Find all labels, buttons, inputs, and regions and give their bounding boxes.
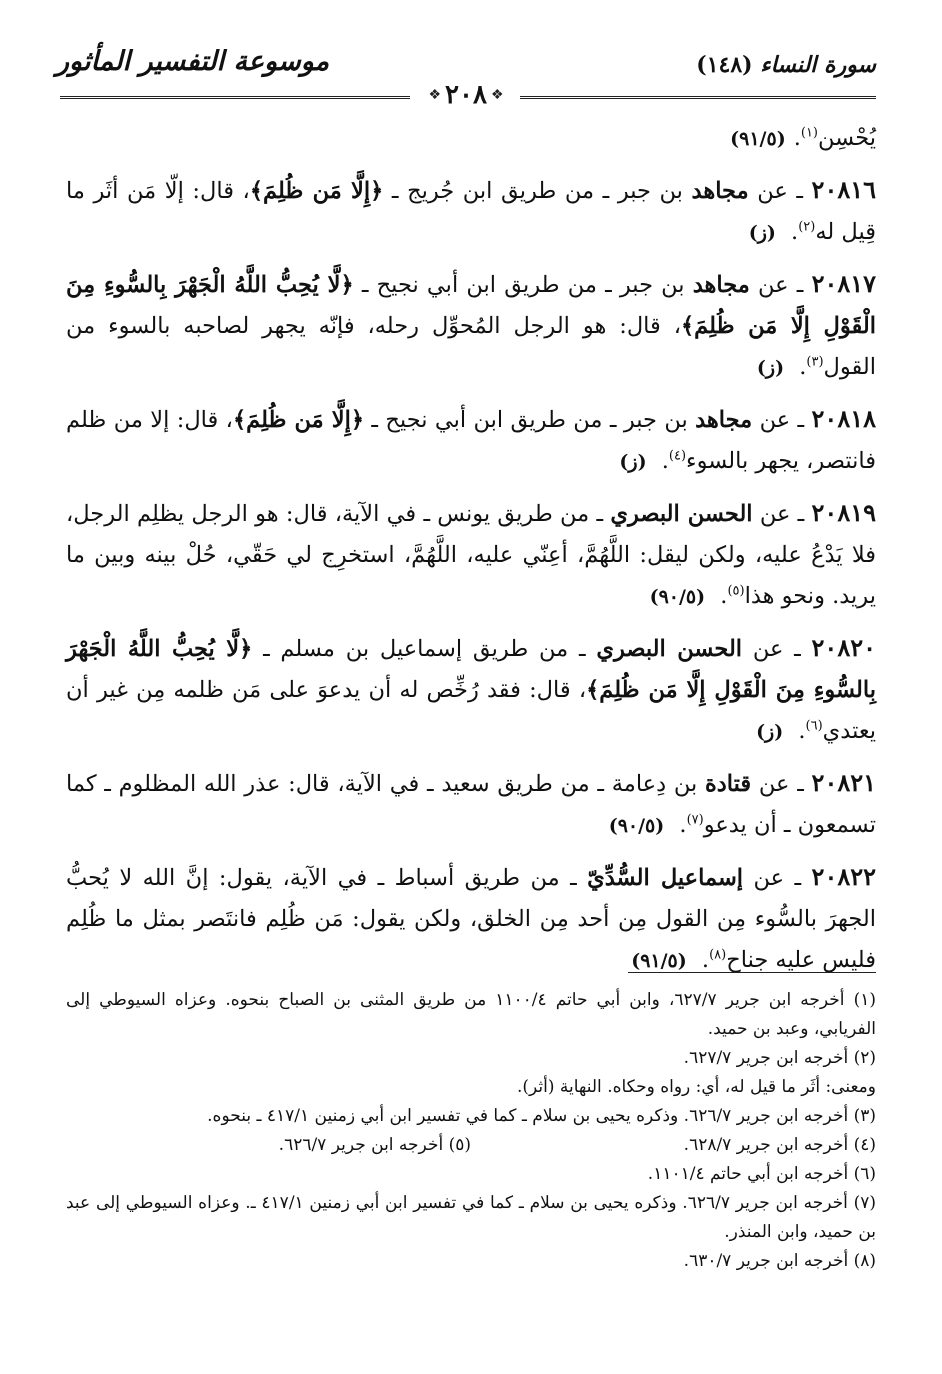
record-text: ، قال: إلا من ظلم فانتصر، يجهر بالسوء: [66, 407, 876, 474]
footnote: (٢) أخرجه ابن جرير ٦٢٧/٧.: [683, 1048, 876, 1068]
ornament-icon: ❖: [490, 87, 504, 103]
narrator-name: مجاهد: [695, 407, 753, 433]
footnote-marker: (٥): [727, 583, 745, 599]
record-text: ـ عن: [752, 407, 812, 433]
footnote: (٣) أخرجه ابن جرير ٦٢٦/٧. وذكره يحيى بن سلام ـ كما في تفسير ابن أبي زمنين ٤١٧/١ ـ بنحوه.: [207, 1106, 876, 1126]
narrator-name: مجاهد: [691, 178, 749, 204]
record-text: ـ عن: [748, 178, 812, 204]
record-text: .: [783, 219, 799, 245]
record-text: ـ عن: [749, 272, 812, 298]
quran-quote: ﴿إِلَّا مَن ظُلِمَ﴾: [232, 407, 365, 433]
quran-quote: ﴿إِلَّا مَن ظُلِمَ﴾: [249, 178, 384, 204]
narrator-name: مجاهد: [692, 272, 750, 298]
record-text: ، قال: فقد رُخِّص له أن يدعوَ على مَن ظلمه مِن غير أن يعتدي: [66, 677, 876, 744]
quran-quote: ﴿لَّا يُحِبُّ اللَّهُ الْجَهْرَ بِالسُّوءِ مِنَ الْقَوْلِ إِلَّا مَن ظُلِمَ﴾: [66, 272, 876, 339]
footnote-note: ومعنى: أثَر ما قيل له، أي: رواه وحكاه. النهاية (أثر).: [516, 1077, 876, 1097]
record-text: بن دِعامة ـ من طريق سعيد ـ في الآية، قال: عذر الله المظلوم ـ كما تسمعون ـ أن يدعو: [66, 771, 876, 838]
record: [66, 169, 876, 254]
record-text: ـ عن: [752, 501, 812, 527]
footnote: (١) أخرجه ابن جرير ٦٢٧/٧، وابن أبي حاتم ١١٠٠/٤ من طريق المثنى بن الصباح بنحوه. وعزاه السيوطي إلى الفريابي، وعبد بن حميد.: [66, 990, 876, 1039]
record-text: ، قال: إلّا مَن أثَر ما قِيل له: [66, 178, 876, 245]
record: [66, 492, 876, 618]
record: [66, 856, 876, 982]
footnote-marker: (١): [800, 125, 818, 141]
footnote: (٦) أخرجه ابن أبي حاتم ١١٠١/٤.: [647, 1164, 876, 1184]
record-text: ـ عن: [751, 771, 812, 797]
record-text: .: [694, 947, 710, 973]
book-title: موسوعة التفسير المأثور: [56, 46, 330, 77]
record: [66, 398, 876, 483]
record-text: ، قال: هو الرجل المُحوِّل رحله، فإنّه يجهر لصاحبه بالسوء من القول: [66, 313, 876, 380]
page-number-box: [416, 80, 516, 110]
footnote: (٤) أخرجه ابن جرير ٦٢٨/٧.: [683, 1135, 876, 1155]
footnote-row: [66, 1131, 876, 1160]
record-number: ٢٠٨١٨: [811, 404, 876, 433]
footnote-marker: (٦): [805, 718, 823, 734]
record-text: .: [672, 812, 687, 838]
footnote-marker: (٧): [686, 812, 704, 828]
surah-heading: [696, 52, 876, 78]
record-text: .: [791, 718, 806, 744]
quran-quote: ﴿لَّا يُحِبُّ اللَّهُ الْجَهْرَ بِالسُّوءِ مِنَ الْقَوْلِ إِلَّا مَن ظُلِمَ﴾: [66, 636, 876, 703]
intro-line: يُحْسِن$^{(١)}$.(٩١/٥): [730, 125, 876, 151]
footnote: (٧) أخرجه ابن جرير ٦٢٦/٧. وذكره يحيى بن سلام ـ كما في تفسير ابن أبي زمنين ٤١٧/١ ـ. وعزاه السيوطي إلى عبد بن حميد، وابن المنذر.: [66, 1193, 876, 1242]
record: [66, 263, 876, 389]
header-rule-left: [60, 96, 410, 99]
record-text: ـ عن: [743, 865, 812, 891]
record-number: ٢٠٨١٦: [811, 175, 876, 204]
ornament-icon: ❖: [428, 87, 442, 103]
record-text: ـ من طريق إسماعيل بن مسلم ـ: [252, 636, 597, 662]
record-text: .: [792, 354, 807, 380]
footnotes: [66, 986, 876, 1276]
record-number: ٢٠٨١٩: [811, 498, 876, 527]
record-text: بن جبر ـ من طريق ابن أبي نجيح ـ: [353, 272, 693, 298]
footnote-marker: (٤): [668, 448, 687, 464]
narrator-name: إسماعيل السُّدِّيّ: [587, 865, 744, 891]
source-ref: (ز): [756, 721, 784, 743]
main-text: [66, 118, 876, 991]
narrator-name: الحسن البصري: [610, 501, 753, 527]
source-ref: (٩١/٥): [631, 950, 687, 972]
record: [66, 627, 876, 753]
surah-name: سورة النساء: [760, 52, 876, 78]
record-text: .: [713, 583, 728, 609]
record-text: بن جبر ـ من طريق ابن أبي نجيح ـ: [364, 407, 696, 433]
intro-word: يُحْسِن: [818, 125, 876, 151]
record-number: ٢٠٨١٧: [811, 269, 877, 298]
record-text: ـ من طريق يونس ـ في الآية، قال: هو الرجل يظلِم الرجل، فلا يَدْعُ عليه، ولكن ليقل: اللَّهُمَّ، أعِنّي عليه، اللَّهُمَّ، استخرِج لي حَقّي، حُلْ بينه وبين ما يريد. ونحو هذا: [66, 501, 876, 609]
footnote: (٨) أخرجه ابن جرير ٦٣٠/٧.: [683, 1251, 876, 1271]
page-number: ٢٠٨: [445, 80, 487, 110]
header-rule-right: [520, 96, 876, 99]
record-text: بن جبر ـ من طريق ابن جُريج ـ: [383, 178, 692, 204]
ayah-reference: (١٤٨): [696, 52, 753, 78]
source-ref: (٩٠/٥): [608, 815, 665, 837]
source-ref: (ز): [748, 222, 776, 244]
record-text: ـ عن: [742, 636, 812, 662]
footnote-marker: (٢): [798, 219, 816, 235]
footnote-marker: (٨): [709, 947, 727, 963]
footnote-separator: [628, 972, 876, 973]
record-number: ٢٠٨٢٢: [811, 862, 876, 891]
footnote: (٥) أخرجه ابن جرير ٦٢٦/٧.: [278, 1135, 471, 1155]
record-text: ـ من طريق أسباط ـ في الآية، يقول: إنَّ الله لا يُحبُّ الجهرَ بالسُّوء مِن القول مِن أحد مِن الخلق، ولكن يقول: مَن ظُلِم فانتَصر بمثل ما ظُلِم فليس عليه جناح: [66, 865, 876, 973]
narrator-name: الحسن البصري: [596, 636, 743, 662]
narrator-name: قتادة: [704, 771, 752, 797]
source-ref: (ز): [756, 357, 785, 379]
record: [66, 762, 876, 847]
source-ref: (ز): [619, 451, 647, 473]
record-text: .: [654, 448, 669, 474]
source-ref: (٩٠/٥): [649, 586, 706, 608]
footnote-marker: (٣): [806, 354, 824, 370]
record-number: ٢٠٨٢١: [811, 768, 876, 797]
source-ref: (٩١/٥): [730, 128, 786, 150]
record-number: ٢٠٨٢٠: [811, 633, 876, 662]
